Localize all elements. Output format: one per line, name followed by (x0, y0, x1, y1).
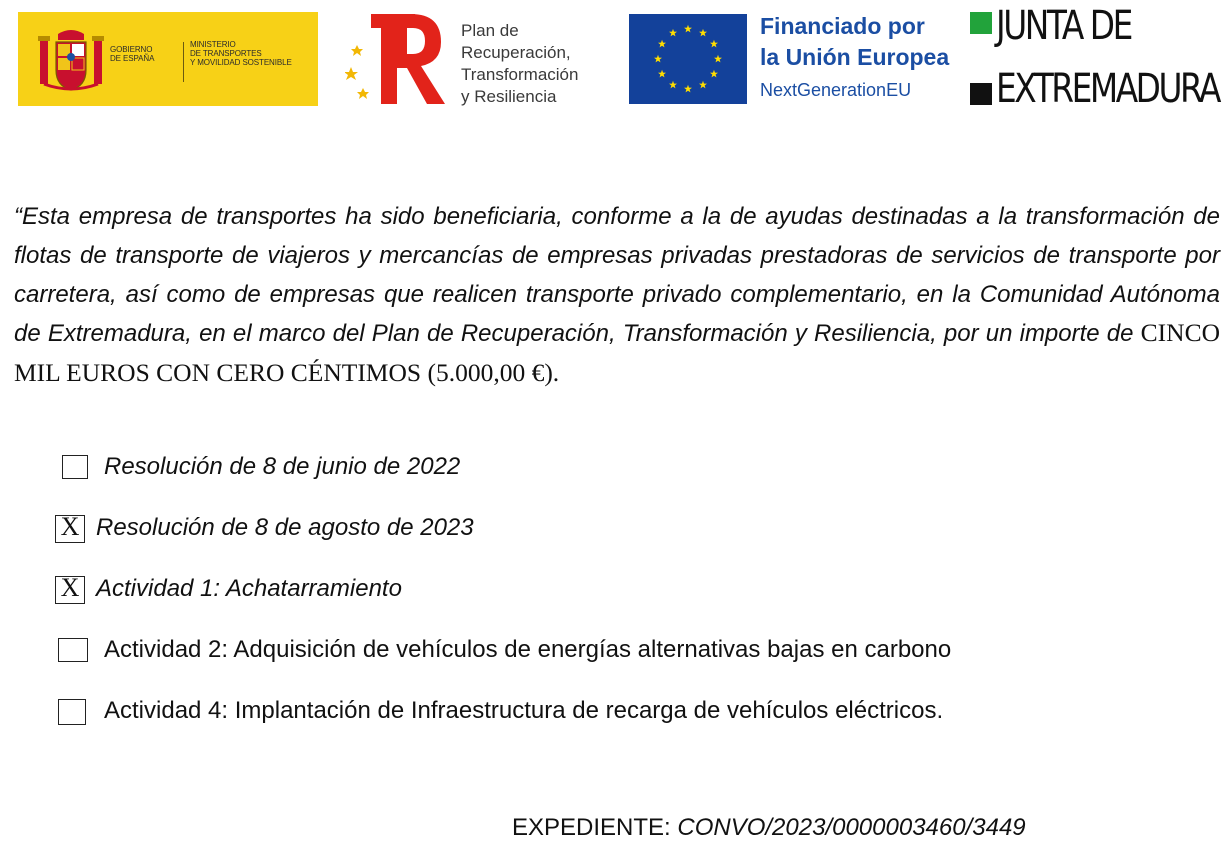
divider (183, 42, 184, 82)
eu-line-1: Financiado por (760, 13, 925, 39)
eu-star-icon (710, 40, 718, 48)
junta-black-square-icon (970, 83, 992, 105)
coat-of-arms-icon (38, 26, 104, 94)
eu-star-icon (658, 70, 666, 78)
eu-star-icon (699, 29, 707, 37)
gobierno-espana-logo (18, 12, 318, 106)
option-label-resolucion-2022: Resolución de 8 de junio de 2022 (104, 453, 461, 480)
gobierno-line-1: GOBIERNO (110, 45, 153, 54)
ministerio-line-2: DE TRANSPORTES (190, 49, 262, 58)
junta-line-1: JUNTA DE (996, 3, 1131, 49)
option-label-resolucion-2023: Resolución de 8 de agosto de 2023 (96, 514, 474, 541)
junta-green-square-icon (970, 12, 992, 34)
eu-funding-text (760, 11, 949, 103)
junta-line-2: EXTREMADURA (996, 66, 1220, 112)
plan-line-3: Transformación (461, 65, 579, 84)
option-label-actividad-4: Actividad 4: Implantación de Infraestructura de recarga de vehículos eléctricos. (104, 697, 944, 724)
gobierno-line-2: DE ESPAÑA (110, 54, 155, 63)
gobierno-text (110, 45, 154, 63)
checkbox-actividad-2[interactable] (58, 638, 88, 662)
checkbox-resolucion-2023[interactable]: X (55, 515, 85, 543)
eu-star-icon (684, 85, 692, 93)
plan-text (461, 20, 578, 108)
plan-line-2: Recuperación, (461, 43, 571, 62)
declaration-paragraph (14, 198, 1220, 394)
option-label-actividad-2: Actividad 2: Adquisición de vehículos de energías alternativas bajas en carbono (104, 636, 952, 663)
eu-star-icon (669, 81, 677, 89)
plan-recuperacion-logo (345, 12, 605, 107)
eu-star-icon (699, 81, 707, 89)
ministerio-line-3: Y MOVILIDAD SOSTENIBLE (190, 58, 292, 67)
prtr-mark-icon (345, 12, 450, 107)
eu-flag-logo (629, 14, 747, 104)
expediente-number: CONVO/2023/0000003460/3449 (677, 814, 1026, 841)
ministerio-text (190, 40, 292, 67)
checkbox-actividad-4[interactable] (58, 699, 86, 725)
eu-star-icon (684, 25, 692, 33)
eu-star-icon (710, 70, 718, 78)
eu-star-icon (654, 55, 662, 63)
eu-star-icon (714, 55, 722, 63)
eu-line-3: NextGenerationEU (760, 80, 912, 100)
option-label-actividad-1: Actividad 1: Achatarramiento (96, 575, 402, 602)
expediente-label: EXPEDIENTE: (512, 814, 678, 841)
checkbox-resolucion-2022[interactable] (62, 455, 88, 479)
declaration-amount: CINCO MIL EUROS CON CERO CÉNTIMOS (5.000,00 €). (14, 318, 1221, 388)
declaration-text: “Esta empresa de transportes ha sido beneficiaria, conforme a la de ayudas destinadas a la transformación de flotas de transporte de viajeros y mercancías de empresas privadas prestadoras de servicios de transporte por carretera, así como de empresas que realicen transporte privado complementario, en la Comunidad Autónoma de Extremadura, en el marco del Plan de Recuperación, Transformación y Resiliencia, por un importe de (14, 203, 1220, 348)
expediente (512, 813, 1026, 843)
eu-line-2: la Unión Europea (760, 44, 950, 70)
ministerio-line-1: MINISTERIO (190, 40, 236, 49)
eu-star-icon (669, 29, 677, 37)
plan-line-1: Plan de (461, 21, 519, 40)
checkbox-actividad-1[interactable]: X (55, 576, 85, 604)
plan-line-4: y Resiliencia (461, 87, 557, 106)
eu-star-icon (658, 40, 666, 48)
eu-stars-icon (629, 14, 747, 104)
